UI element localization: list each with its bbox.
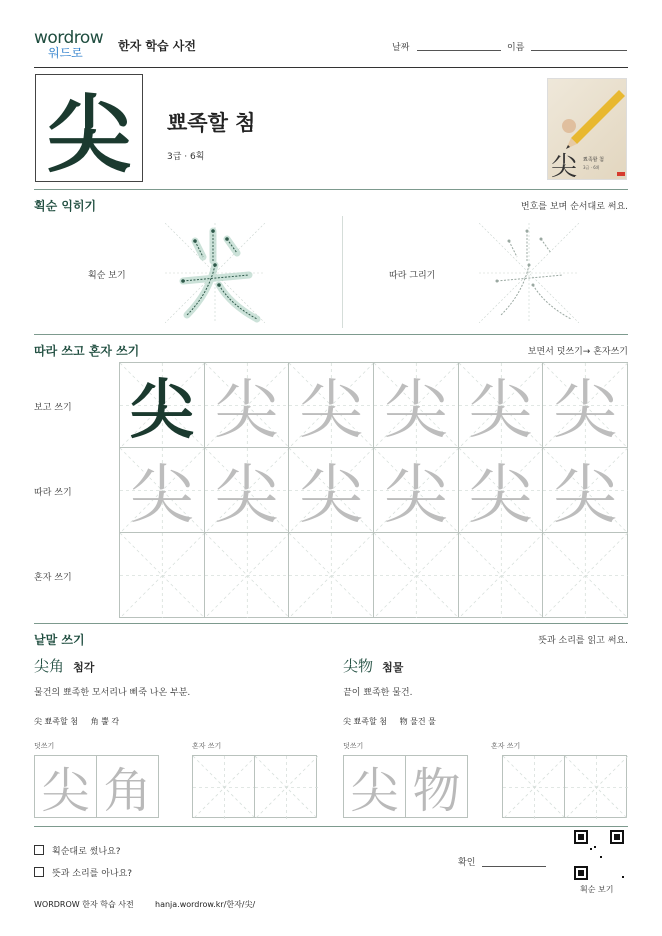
qr-code-icon[interactable]: [574, 830, 624, 880]
word-hanja: 尖角: [34, 657, 65, 675]
words-section-title: 낱말 쓰기: [34, 633, 85, 647]
name-label: 이름: [507, 43, 525, 53]
trace-char: 尖: [383, 459, 448, 533]
word-reading: 첨각: [73, 661, 95, 674]
hero-meaning-sound: 뾰족할 첨: [167, 111, 256, 135]
stroke-trace-diagram[interactable]: [479, 223, 579, 323]
solo-write-cell[interactable]: [542, 532, 628, 618]
word-trace-cell[interactable]: 尖: [343, 755, 406, 818]
word-definition: 물건의 뾰족한 모서리나 삐죽 나온 부분.: [34, 688, 191, 698]
date-label: 날짜: [392, 43, 410, 53]
word-trace-label: 덧쓰기: [34, 742, 55, 750]
trace-cell[interactable]: [288, 362, 374, 448]
word-hanja: 尖物: [343, 657, 374, 675]
word-char1-desc: 뾰족할 첨: [44, 717, 79, 726]
guide-lines: [205, 533, 290, 618]
word-char1-desc: 뾰족할 첨: [353, 717, 388, 726]
word-solo-cell[interactable]: [254, 755, 317, 818]
practice-section-hint: 보면서 덧쓰기→ 혼자쓰기: [527, 347, 628, 357]
footer-brand: WORDROW 한자 학습 사전: [34, 900, 134, 909]
stroke-section-hint: 번호를 보며 순서대로 써요.: [520, 202, 628, 212]
trace-char: 尖: [468, 374, 533, 448]
checkbox-icon[interactable]: [34, 845, 44, 855]
solo-write-cell[interactable]: [373, 532, 459, 618]
word-trace-label: 덧쓰기: [343, 742, 364, 750]
row-label-trace: 따라 쓰기: [34, 488, 72, 498]
trace-char: 尖: [214, 459, 279, 533]
logo-wordmark: wordrow: [34, 28, 104, 48]
trace-char: 尖: [468, 459, 533, 533]
stroke-divider: [34, 334, 628, 335]
stroke-section-separator: [342, 216, 343, 328]
word-trace-cell[interactable]: 物: [405, 755, 468, 818]
hero-char: 尖: [46, 84, 131, 184]
word-trace-cell[interactable]: 角: [96, 755, 159, 818]
word-char2: 物: [399, 717, 408, 726]
word-trace-cell[interactable]: 尖: [34, 755, 97, 818]
guide-lines: [289, 533, 374, 618]
trace-char: 尖: [553, 459, 618, 533]
stroke-view-label: 획순 보기: [88, 271, 126, 281]
guide-lines: [543, 533, 628, 618]
trace-cell[interactable]: [458, 362, 544, 448]
stroke-view-diagram: [165, 223, 265, 323]
trace-cell[interactable]: [373, 362, 459, 448]
confirm-field[interactable]: [482, 866, 546, 867]
book-thumbnail: [547, 78, 627, 180]
qr-label: 획순 보기: [580, 885, 614, 894]
row-label-solo: 혼자 쓰기: [34, 573, 72, 583]
guide-lines: [120, 533, 205, 618]
trace-cell[interactable]: [204, 447, 290, 533]
thumb-badge: [617, 172, 625, 176]
checkbox-icon[interactable]: [34, 867, 44, 877]
trace-char: 尖: [553, 374, 618, 448]
word-solo-label: 혼자 쓰기: [192, 742, 222, 750]
word-char2-desc: 물건 물: [410, 717, 436, 726]
words-divider: [34, 826, 628, 827]
stroke-trace-label: 따라 그리기: [389, 271, 436, 281]
checklist-item[interactable]: 뜻과 소리를 아나요?: [34, 866, 132, 879]
trace-cell[interactable]: [373, 447, 459, 533]
hero-meta: 3급 · 6획: [167, 152, 205, 162]
solo-write-cell[interactable]: [119, 532, 205, 618]
word-solo-label: 혼자 쓰기: [491, 742, 521, 750]
date-field[interactable]: [417, 50, 501, 51]
hero-char-box: [35, 74, 143, 182]
trace-cell[interactable]: [458, 447, 544, 533]
thumb-char: 尖: [551, 152, 578, 180]
trace-char: 尖: [299, 374, 364, 448]
solo-write-cell[interactable]: [288, 532, 374, 618]
trace-cell[interactable]: [288, 447, 374, 533]
practice-divider: [34, 623, 628, 624]
word-char1: 尖: [34, 717, 42, 726]
word-definition: 끝이 뾰족한 물건.: [343, 688, 413, 698]
solo-write-cell[interactable]: [458, 532, 544, 618]
word-reading: 첨물: [382, 661, 404, 674]
practice-grid: [119, 362, 627, 617]
word-char1: 尖: [343, 717, 351, 726]
model-char-cell[interactable]: [119, 362, 205, 448]
trace-cell[interactable]: [542, 447, 628, 533]
trace-char: 尖: [383, 374, 448, 448]
thumb-text: 뾰족할 첨: [583, 157, 604, 163]
confirm-label: 확인: [458, 858, 476, 868]
page-title: 한자 학습 사전: [118, 39, 196, 53]
trace-cell[interactable]: [119, 447, 205, 533]
word-char2-desc: 뿔 각: [101, 717, 120, 726]
word-solo-cell[interactable]: [564, 755, 627, 818]
words-section-hint: 뜻과 소리를 읽고 써요.: [538, 636, 628, 646]
trace-char: 尖: [129, 459, 194, 533]
word-solo-cell[interactable]: [502, 755, 565, 818]
practice-section-title: 따라 쓰고 혼자 쓰기: [34, 344, 140, 358]
stroke-section-title: 획순 익히기: [34, 199, 97, 213]
guide-lines: [374, 533, 459, 618]
trace-char: 尖: [214, 374, 279, 448]
name-field[interactable]: [531, 50, 627, 51]
trace-char: 尖: [299, 459, 364, 533]
model-char: 尖: [129, 373, 194, 448]
logo-korean: 워드로: [48, 46, 83, 60]
trace-cell[interactable]: [542, 362, 628, 448]
checklist-item[interactable]: 획순대로 썼나요?: [34, 844, 121, 857]
logo: [34, 30, 114, 60]
solo-write-cell[interactable]: [204, 532, 290, 618]
trace-cell[interactable]: [204, 362, 290, 448]
word-solo-cell[interactable]: [192, 755, 255, 818]
guide-lines: [459, 533, 544, 618]
footer-url[interactable]: hanja.wordrow.kr/한자/尖/: [155, 900, 256, 909]
row-label-see: 보고 쓰기: [34, 403, 72, 413]
word-char2: 角: [90, 717, 99, 726]
hero-divider: [34, 189, 628, 190]
thumb-meta: 3급 · 6획: [583, 165, 600, 170]
